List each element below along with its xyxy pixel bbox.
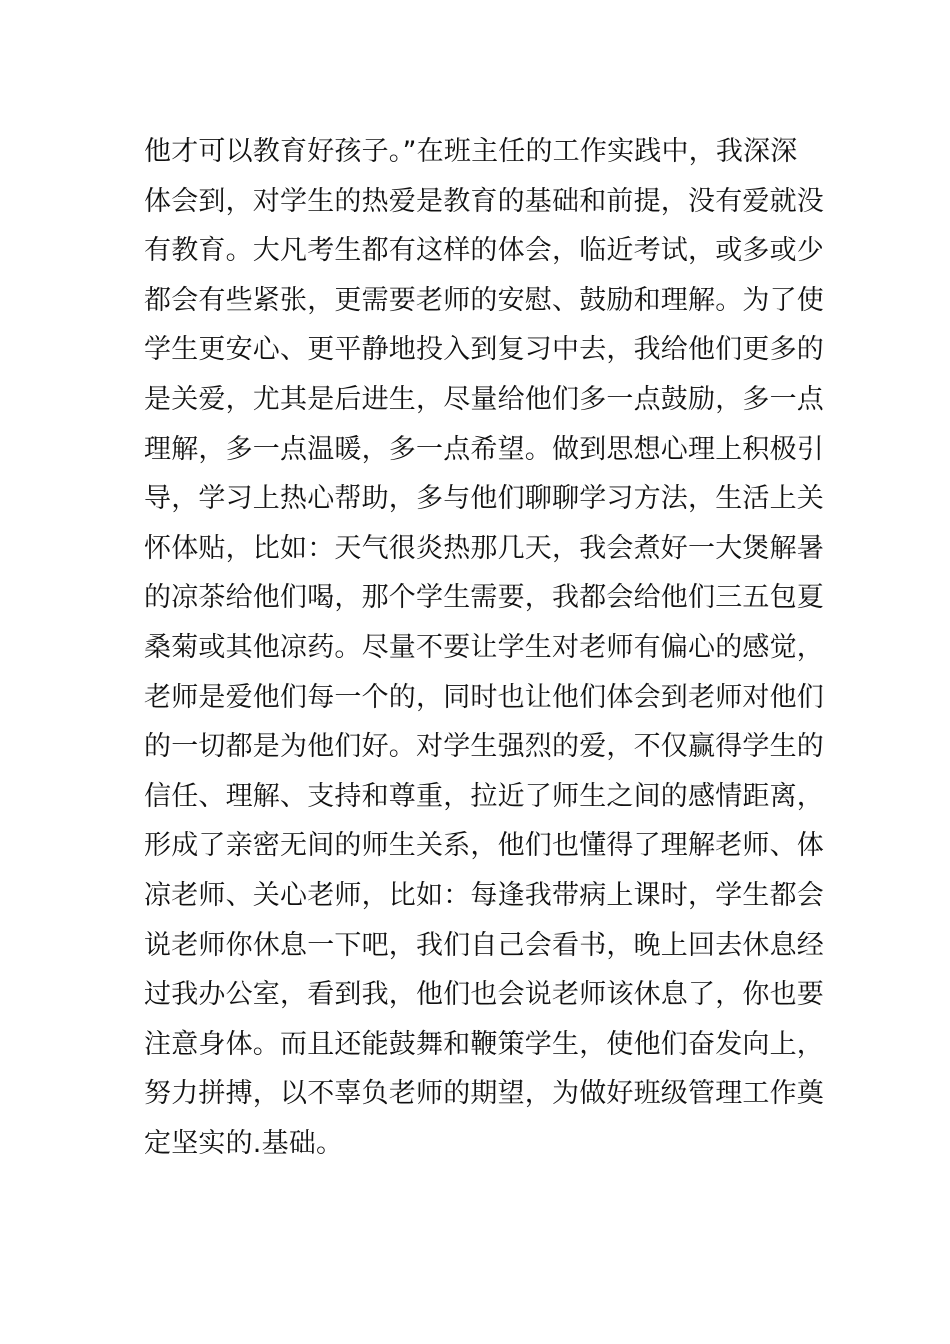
text-line: 努力拼搏，以不辜负老师的期望，为做好班级管理工作奠 [144,1078,824,1110]
text-line: 有教育。大凡考生都有这样的体会，临近考试，或多或少 [144,235,824,267]
text-line: 过我办公室，看到我，他们也会说老师该休息了，你也要 [144,979,824,1011]
text-line: 理解，多一点温暖，多一点希望。做到思想心理上积极引 [144,433,824,465]
text-line: 导，学习上热心帮助，多与他们聊聊学习方法，生活上关 [144,483,824,515]
text-line: 形成了亲密无间的师生关系，他们也懂得了理解老师、体 [144,830,824,862]
text-line: 他才可以教育好孩子。”在班主任的工作实践中，我深深 [144,136,798,167]
text-line: 的一切都是为他们好。对学生强烈的爱，不仅赢得学生的 [144,731,824,763]
text-line: 注意身体。而且还能鼓舞和鞭策学生，使他们奋发向上， [144,1028,824,1060]
text-line: 学生更安心、更平静地投入到复习中去，我给他们更多的 [144,334,824,366]
text-line: 怀体贴，比如：天气很炎热那几天，我会煮好一大煲解暑 [144,532,824,564]
text-line: 都会有些紧张，更需要老师的安慰、鼓励和理解。为了使 [144,284,824,316]
text-line: 凉老师、关心老师，比如：每逢我带病上课时，学生都会 [144,879,824,911]
text-line: 老师是爱他们每一个的，同时也让他们体会到老师对他们 [144,681,824,713]
text-line: 的凉茶给他们喝，那个学生需要，我都会给他们三五包夏 [144,582,824,614]
text-line: 定坚实的.基础。 [144,1127,344,1159]
text-line: 体会到，对学生的热爱是教育的基础和前提，没有爱就没 [144,185,824,217]
text-line: 桑菊或其他凉药。尽量不要让学生对老师有偏心的感觉， [144,631,824,663]
body-paragraph [144,127,824,1168]
text-line: 是关爱，尤其是后进生，尽量给他们多一点鼓励，多一点 [144,383,824,415]
text-line: 说老师你休息一下吧，我们自己会看书，晚上回去休息经 [144,929,824,961]
text-line: 信任、理解、支持和尊重，拉近了师生之间的感情距离， [144,780,824,812]
